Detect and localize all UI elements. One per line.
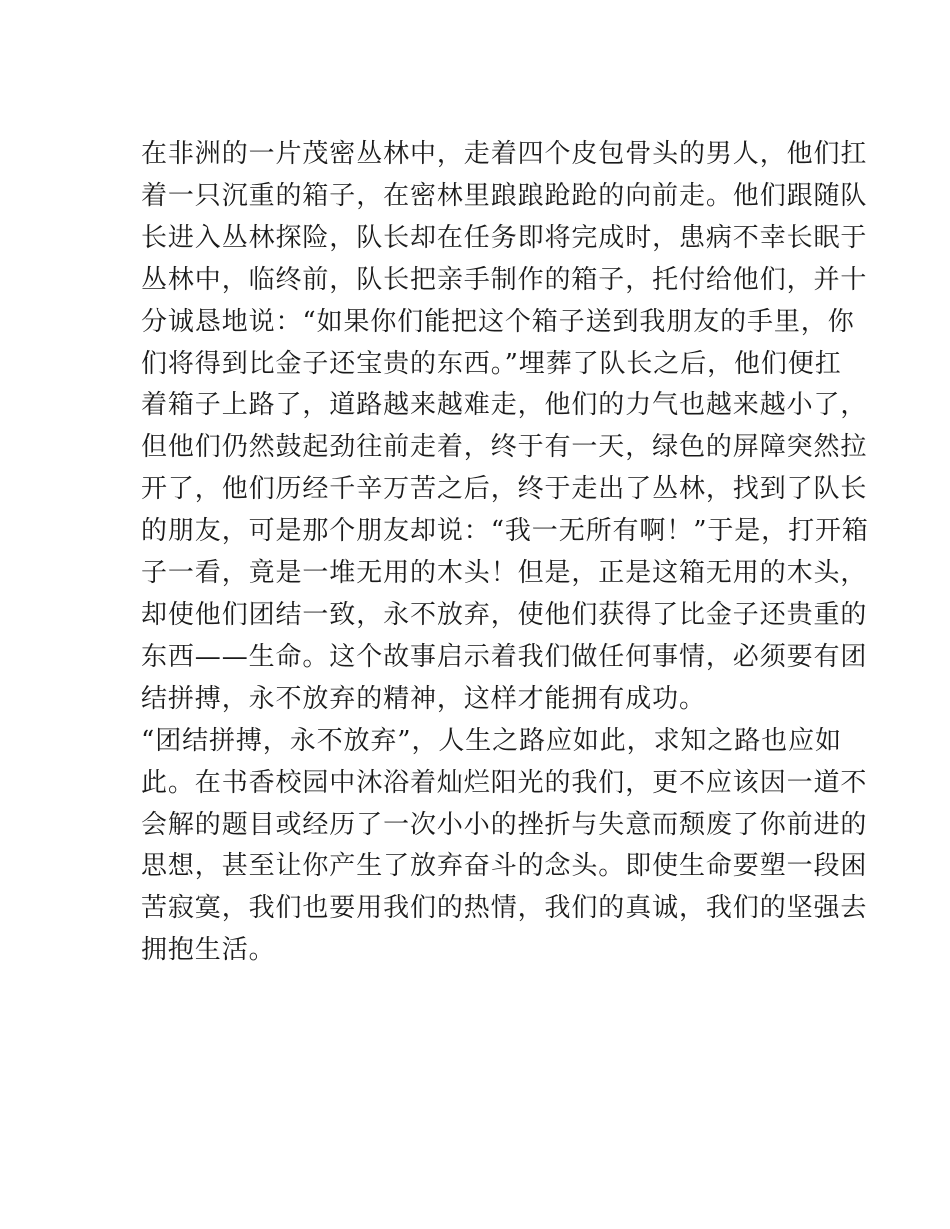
paragraph-story [141, 134, 869, 721]
text-line: 但他们仍然鼓起劲往前走着，终于有一天，绿色的屏障突然拉 [141, 432, 868, 463]
text-line: 分诚恳地说：“如果你们能把这个箱子送到我朋友的手里，你 [141, 306, 855, 337]
text-line: 结拼搏，永不放弃的精神，这样才能拥有成功。 [141, 683, 706, 714]
text-line: 此。在书香校园中沐浴着灿烂阳光的我们，更不应该因一道不 [141, 767, 868, 798]
text-line: 着箱子上路了，道路越来越难走，他们的力气也越来越小了， [141, 390, 868, 421]
text-line: 却使他们团结一致，永不放弃，使他们获得了比金子还贵重的 [141, 599, 868, 630]
text-line: 拥抱生活。 [141, 935, 276, 966]
text-line: 的朋友，可是那个朋友却说：“我一无所有啊！”于是，打开箱 [141, 516, 869, 547]
text-line: 在非洲的一片茂密丛林中，走着四个皮包骨头的男人，他们扛 [141, 139, 868, 169]
text-line: 们将得到比金子还宝贵的东西。”埋葬了队长之后，他们便扛 [141, 348, 842, 379]
text-line: 苦寂寞，我们也要用我们的热情，我们的真诚，我们的坚强去 [141, 893, 868, 924]
document-body [141, 134, 869, 972]
text-line: 丛林中，临终前，队长把亲手制作的箱子，托付给他们，并十 [141, 264, 868, 295]
text-line: 会解的题目或经历了一次小小的挫折与失意而颓废了你前进的 [141, 809, 868, 840]
paragraph-reflection [141, 721, 868, 972]
text-line: 长进入丛林探险，队长却在任务即将完成时，患病不幸长眠于 [141, 222, 868, 253]
text-line: 着一只沉重的箱子，在密林里踉踉跄跄的向前走。他们跟随队 [141, 180, 868, 211]
text-line: “团结拼搏，永不放弃”，人生之路应如此，求知之路也应如 [141, 725, 842, 756]
text-line: 思想，甚至让你产生了放弃奋斗的念头。即使生命要塑一段困 [141, 851, 868, 882]
text-line: 子一看，竟是一堆无用的木头！但是，正是这箱无用的木头， [141, 558, 868, 589]
text-line: 开了，他们历经千辛万苦之后，终于走出了丛林，找到了队长 [141, 474, 868, 505]
text-line: 东西——生命。这个故事启示着我们做任何事情，必须要有团 [141, 641, 868, 672]
